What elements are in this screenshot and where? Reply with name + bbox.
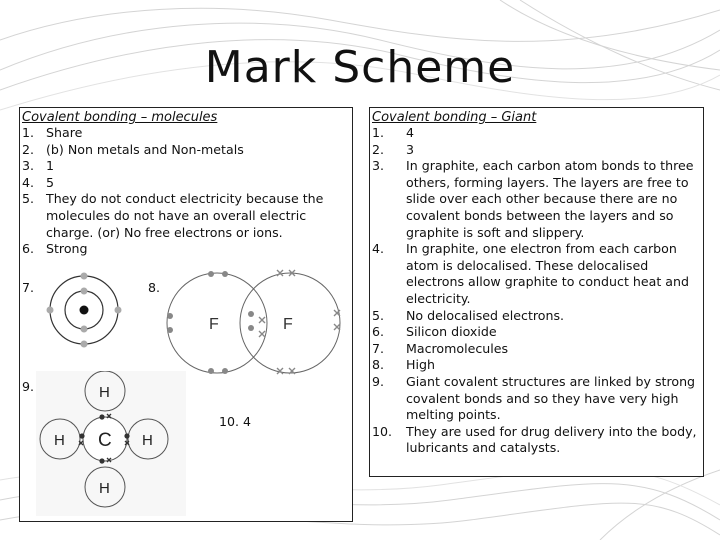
fluorine-molecule-diagram bbox=[165, 266, 345, 381]
list-item: 8. High bbox=[372, 357, 435, 373]
atom-shell-diagram bbox=[46, 272, 122, 348]
list-item: 2. (b) Non metals and Non-metals bbox=[22, 141, 244, 157]
list-item: 3. In graphite, each carbon atom bonds to three others, forming layers. The layers are free to slide over each other because there are no covalent bonds between the layers and so graphite is soft and slippery. bbox=[372, 158, 694, 240]
list-item: 3. 1 bbox=[22, 158, 55, 174]
list-item: 5. No delocalised electrons. bbox=[372, 307, 565, 323]
page-title: Mark Scheme bbox=[204, 42, 516, 93]
question-9-label: 9. bbox=[22, 379, 35, 394]
question-10-label: 10. 4 bbox=[219, 414, 252, 429]
list-item: 1. Share bbox=[22, 125, 83, 140]
molecules-panel bbox=[19, 107, 353, 522]
giant-structures-panel bbox=[369, 107, 704, 477]
giant-answer-list bbox=[370, 125, 703, 457]
list-item: 4. In graphite, one electron from each carbon atom is delocalised. These delocalised electrons allow graphite to conduct heat and electricity. bbox=[372, 241, 689, 306]
fluorine-atom-2: F bbox=[283, 316, 293, 333]
molecules-heading: Covalent bonding – molecules bbox=[22, 110, 218, 125]
hydrogen-bottom-label: H bbox=[99, 480, 110, 497]
fluorine-atom-1: F bbox=[209, 316, 219, 333]
list-item: 2. 3 bbox=[372, 141, 415, 157]
hydrogen-top-label: H bbox=[99, 384, 110, 401]
methane-molecule-diagram bbox=[36, 371, 186, 516]
list-item: 6. Strong bbox=[22, 241, 88, 257]
question-8-label: 8. bbox=[148, 280, 161, 295]
list-item: 5. They do not conduct electricity because the molecules do not have an overall electric charge. (or) No free electrons or ions. bbox=[22, 191, 324, 240]
carbon-atom-label: C bbox=[98, 430, 112, 451]
hydrogen-right-label: H bbox=[142, 432, 153, 449]
list-item: 1. 4 bbox=[372, 125, 415, 140]
giant-heading: Covalent bonding – Giant bbox=[372, 110, 537, 125]
molecules-answer-list bbox=[20, 125, 352, 258]
list-item: 10. They are used for drug delivery into the body, lubricants and catalysts. bbox=[372, 423, 697, 456]
hydrogen-left-label: H bbox=[54, 432, 65, 449]
list-item: 4. 5 bbox=[22, 174, 55, 190]
list-item: 7. Macromolecules bbox=[372, 340, 509, 356]
list-item: 9. Giant covalent structures are linked by strong covalent bonds and so they have very high melting points. bbox=[372, 373, 696, 423]
list-item: 6. Silicon dioxide bbox=[372, 324, 497, 340]
question-7-label: 7. bbox=[22, 280, 35, 295]
